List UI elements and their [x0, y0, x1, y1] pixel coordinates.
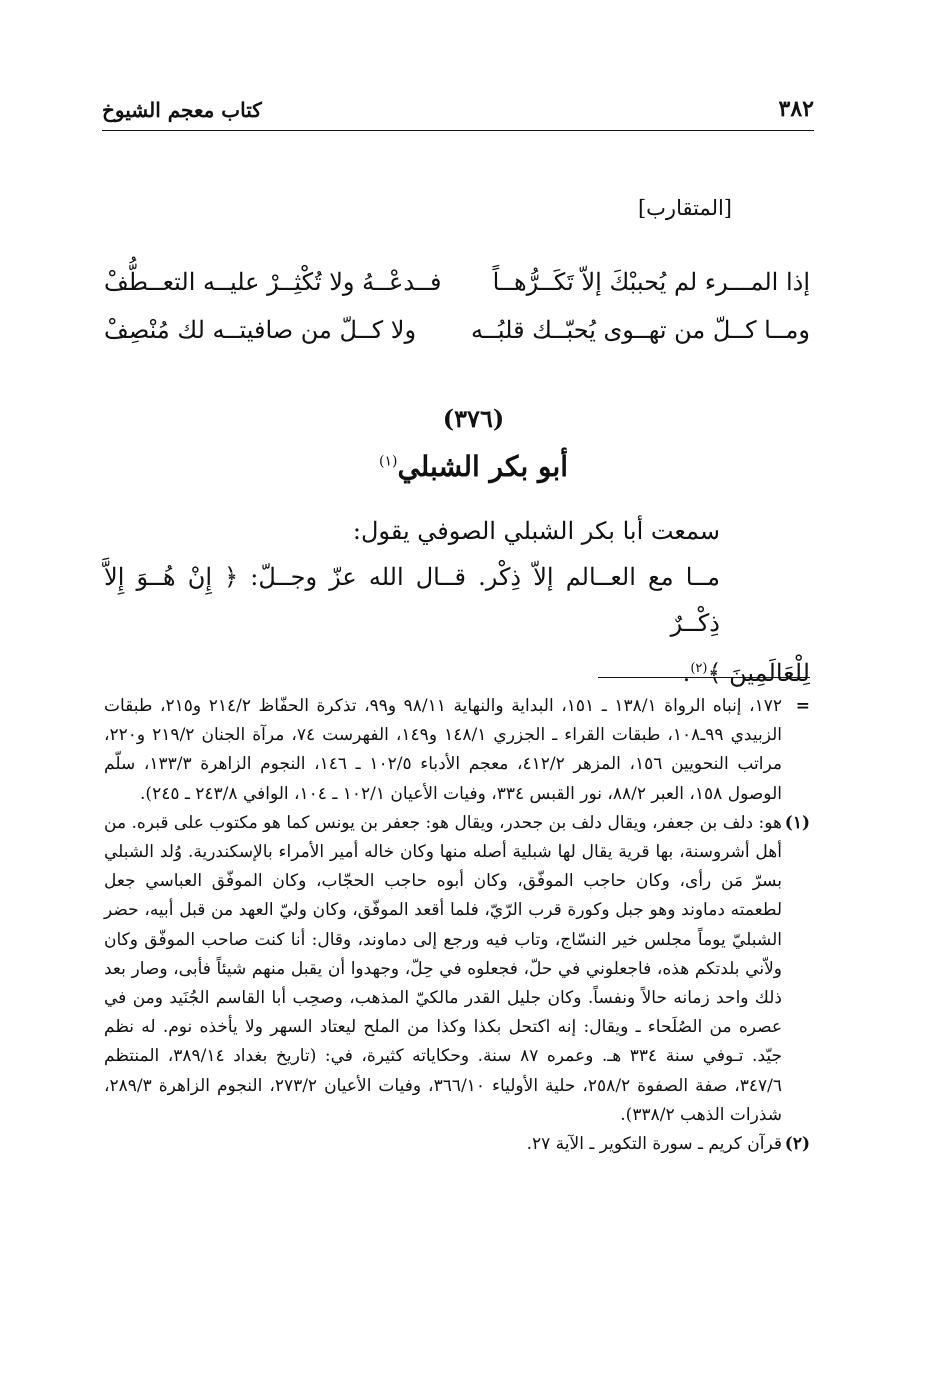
sentence-end: . [682, 659, 691, 687]
footnote-marker: = [795, 696, 810, 716]
verse-second-hemistich: ولا كــلّ من صافيتــه لك مُنْصِفْ [104, 316, 417, 344]
verse-first-hemistich: إذا المـــرء لم يُحببْكَ إلاّ تَكَــرُّهــاً [492, 268, 810, 296]
footnote-text: ١٧٢، إنباه الرواة ١٣٨/١ ـ ١٥١، البداية والنهاية ٩٨/١١ و٩٩، تذكرة الحفّاظ ٢١٤/٢ و٢١٥، طبقات الزبيدي ٩٩ـ١٠٨، طبقات القراء ـ الجزري ١٤٨/١ و١٤٩، الفهرست ٧٤، مرآة الجنان ٢١٩/٢ و٢٢٠، مراتب النحويين ١٥٦، المزهر ٤١٢/٢، معجم الأدباء ١٠٢/٥ ـ ١٤٦، النجوم الزاهرة ١٣٣/٣، سلّم الوصول ١٥٨، العبر ٨٨/٢، نور القبس ٣٣٤، وفيات الأعيان ١٠٢/١ ـ ١٠٤، الوافي ٢٤٣/٨ ـ ٢٤٥). [104, 696, 783, 804]
quote-line: مــا مع العــالم إلاّ ذِكْر. قــال الله عزّ وجــلّ: ﴿ إِنْ هُــوَ إِلاَّ ذِكْــرٌ [104, 563, 720, 637]
poetic-meter-label: [المتقارب] [637, 196, 732, 220]
book-title: كتاب معجم الشيوخ [102, 98, 262, 122]
footnote-marker: (١) [784, 812, 810, 833]
footnote-reference: (١) [378, 453, 398, 470]
footnote [104, 1130, 810, 1159]
quote-line-end [104, 646, 810, 696]
footnote [104, 809, 810, 1130]
narration-line: سمعت أبا بكر الشبلي الصوفي يقول: [352, 517, 720, 545]
poem-verse [104, 258, 810, 306]
poem-verse [104, 306, 810, 354]
footnote [104, 692, 810, 809]
page-number: ٣٨٢ [778, 96, 814, 122]
entry-name: أبو بكر الشبلي [397, 450, 569, 483]
running-header [102, 96, 814, 131]
entry-number: (٣٧٦) [442, 404, 505, 433]
verse-first-hemistich: ومــا كــلّ من تهــوى يُحبّــك قلبُــه [470, 316, 810, 344]
footnote-text: قرآن كريم ـ سورة التكوير ـ الآية ٢٧. [526, 1134, 782, 1155]
footnotes [104, 692, 810, 1159]
entry-heading [0, 450, 947, 483]
main-text [104, 508, 810, 696]
footnote-reference: (٢) [690, 661, 708, 676]
verse-second-hemistich: فــدعْــهُ ولا تُكْثِــرْ عليــه التعــطُّفْ [104, 268, 442, 296]
footnote-text: هو: دلف بن جعفر، ويقال دلف بن جحدر، ويقال هو: جعفر بن يونس كما هو مكتوب على قبره. من أهل أشروسنة، بها قرية يقال لها شبلية أصله منها وكان خاله أمير الأمراء بالإسكندرية. وُلد الشبلي بسرّ مَن رأى، وكان حاجب الموفّق، وكان أبوه حاجب الحجّاب، وكان الموفّق العباسي جعل لطعمته دماوند وهو جبل وكورة قرب الرّيّ، فلما أقعد الموفّق، وكان وليّ العهد من قبل أبيه، حضر الشبليّ يوماً مجلس خير النسّاج، وتاب فيه ورجع إلى دماوند، وقال: أنا كنت صاحب الموفّق وكان ولاّني بلدتكم هذه، فاجعلوني في حلّ، فجعلوه في حِلّ، وجهدوا أن يقبل منهم شيئاً فأبى، وصار بعد ذلك واحد زمانه حالاً ونفساً. وكان جليل القدر مالكيّ المذهب، وصحِب أبا القاسم الجُنَيد ومن في عصره من الصُلَحاء ـ ويقال: إنه اكتحل بكذا وكذا من الملح ليعتاد السهر ولا يأخذه نوم. له نظم جيّد. تـوفي سنة ٣٣٤ هـ. وعمره ٨٧ سنة. وحكاياته كثيرة، في: (تاريخ بغداد ٣٨٩/١٤، المنتظم ٣٤٧/٦، صفة الصفوة ٢٥٨/٢، حلية الأولياء ٣٦٦/١٠، وفيات الأعيان ٢٧٣/٢، النجوم الزاهرة ٢٨٩/٣، شذرات الذهب ٣٣٨/٢). [104, 812, 783, 1125]
quran-verse-end: لِلْعَالَمِينَ ﴾ [707, 659, 810, 687]
footnote-marker: (٢) [784, 1134, 810, 1155]
poem [104, 258, 810, 354]
footnote-separator [598, 677, 810, 678]
